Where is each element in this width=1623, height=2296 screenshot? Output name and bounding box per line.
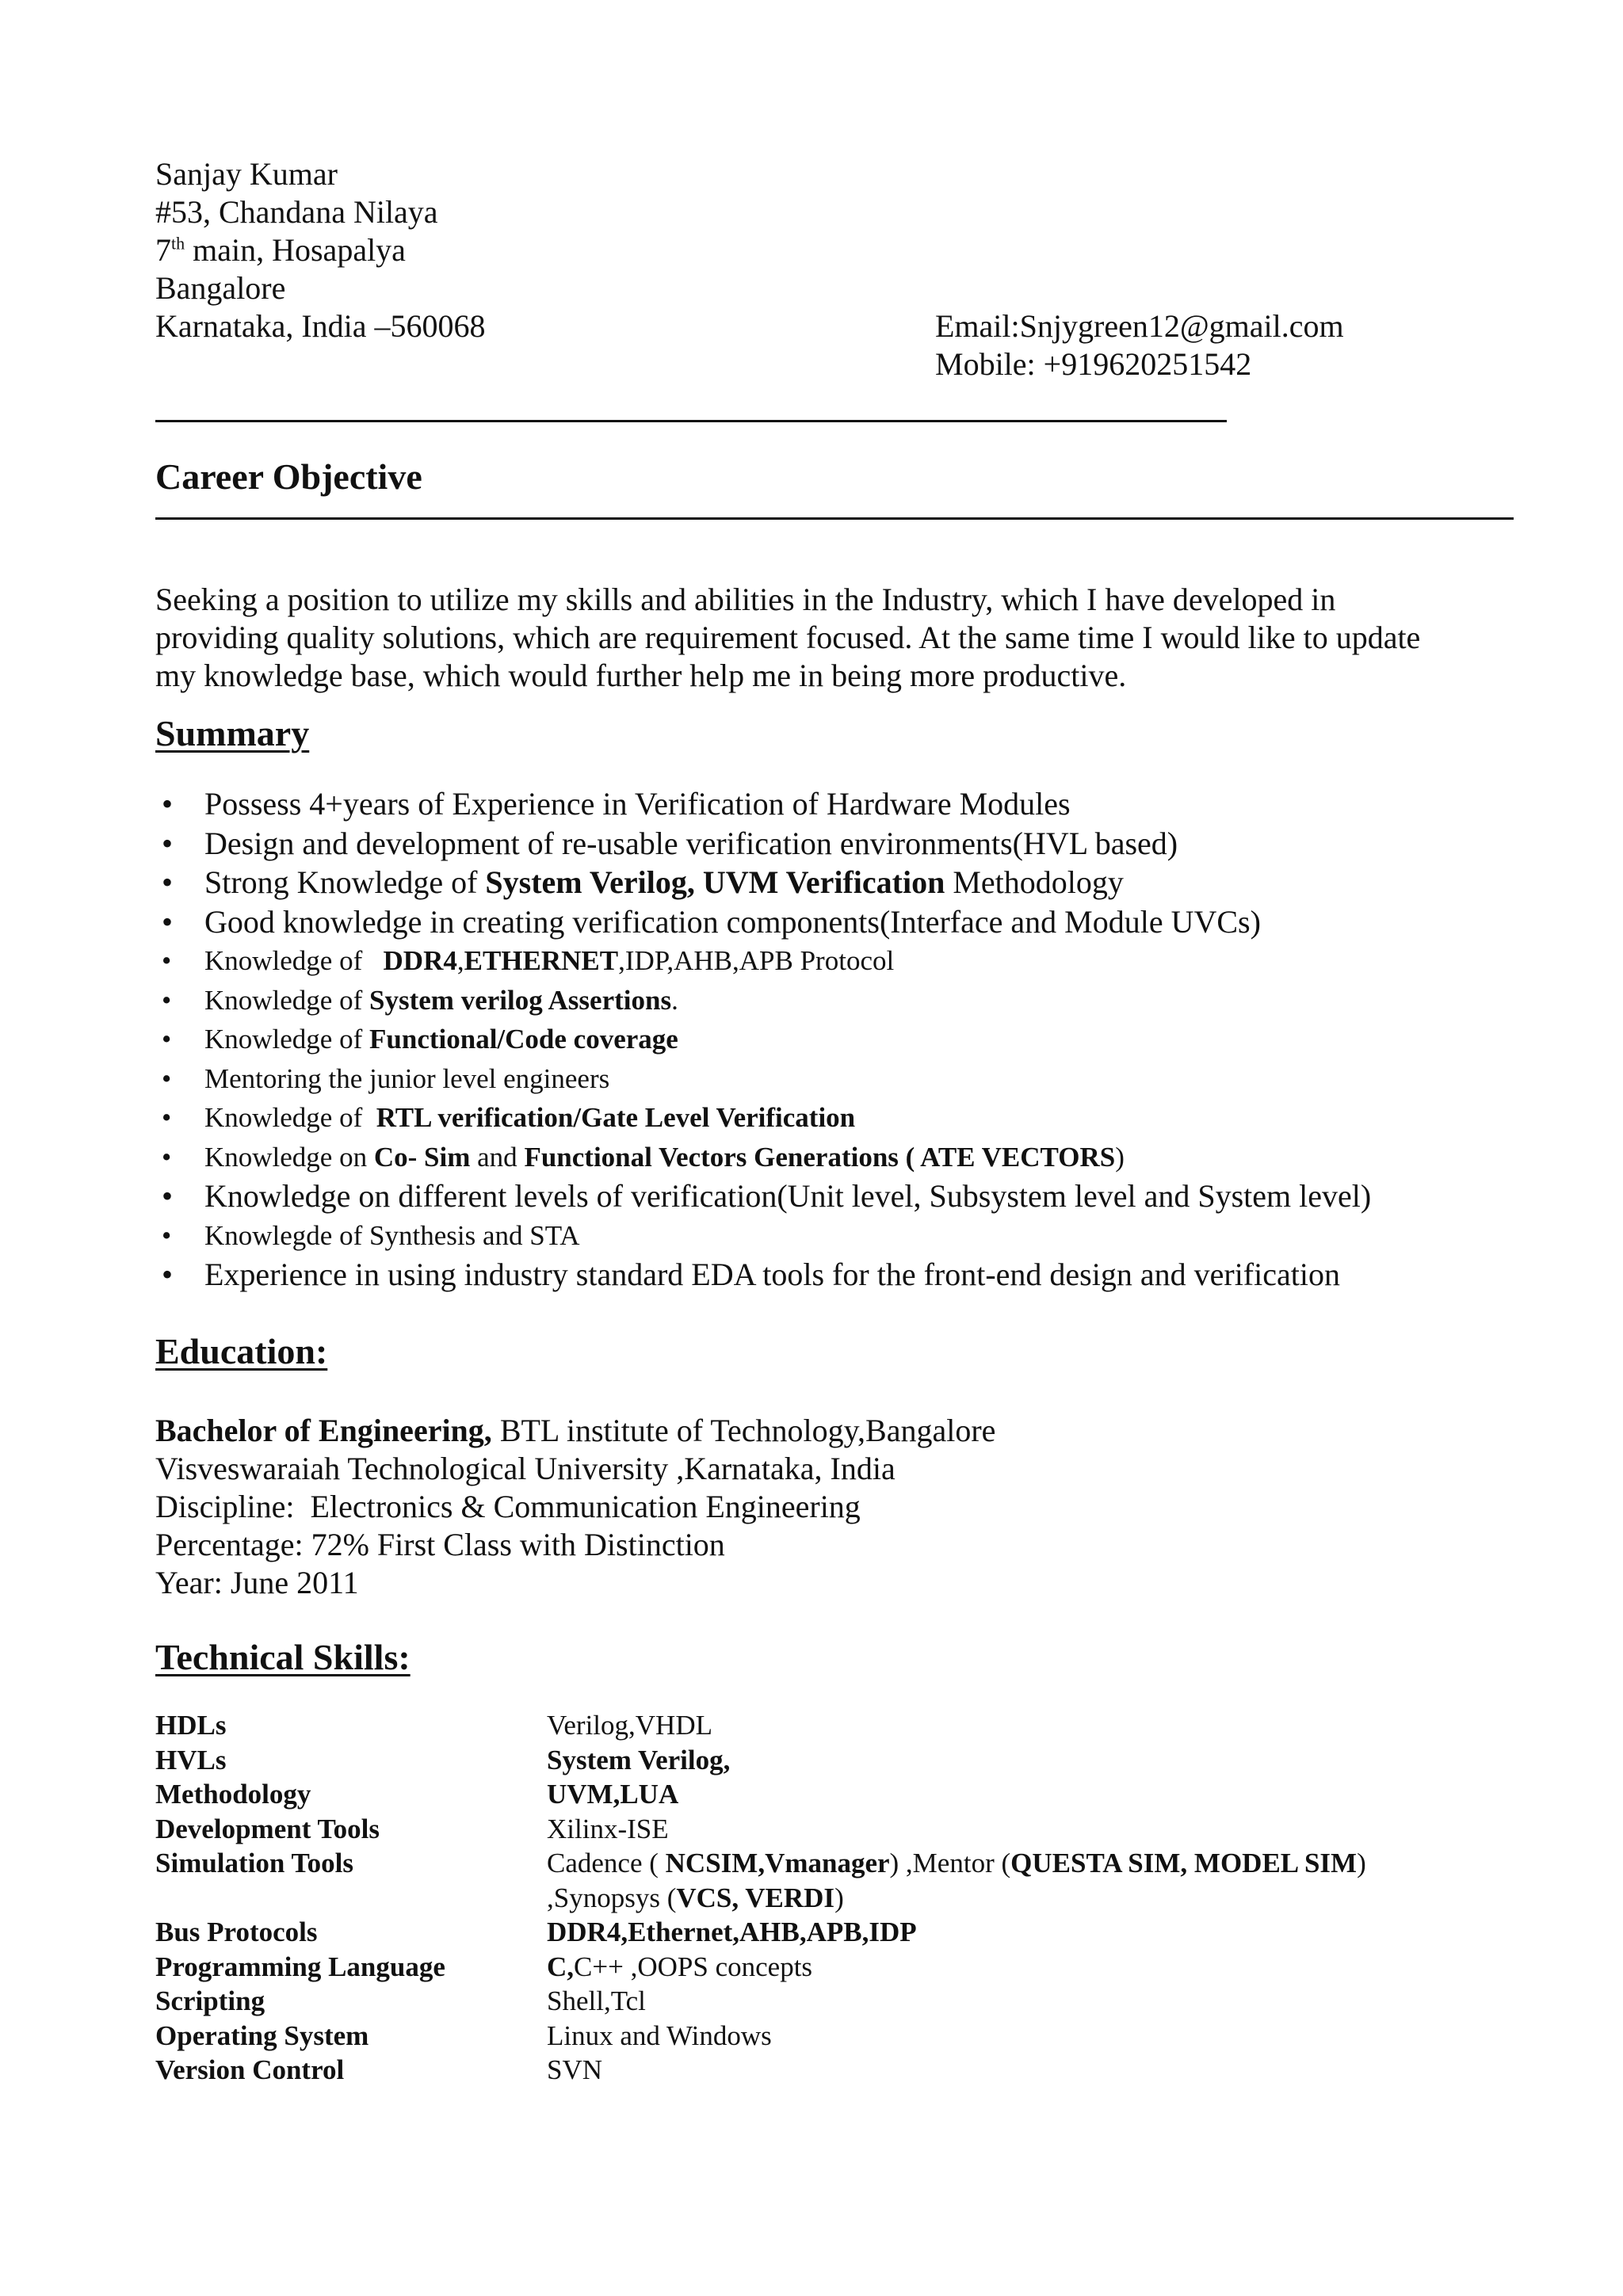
objective-line-2: providing quality solutions, which are requirement focused. At the same time I would like to update (155, 620, 1421, 655)
summary-heading: Summary (155, 713, 310, 753)
technical-skills-heading: Technical Skills: (155, 1637, 411, 1677)
summary-list (155, 784, 1503, 1295)
education-degree: Bachelor of Engineering, BTL institute of Technology,Bangalore (155, 1413, 996, 1448)
summary-item: • Strong Knowledge of System Verilog, UVM Verification Methodology (162, 864, 1124, 900)
skills-table (155, 1708, 1503, 2088)
skill-label: Version Control (155, 2054, 345, 2085)
skill-label: Simulation Tools (155, 1848, 353, 1878)
education-university: Visveswaraiah Technological University ,Karnataka, India (155, 1451, 896, 1486)
summary-item: • Mentoring the junior level engineers (162, 1062, 610, 1094)
contact-name: Sanjay Kumar (155, 156, 338, 192)
skill-value: Verilog,VHDL (547, 1710, 712, 1741)
contact-state: Karnataka, India –560068 (155, 308, 486, 344)
summary-item: • Knowlegde of Synthesis and STA (162, 1219, 580, 1251)
summary-item: • Knowledge of RTL verification/Gate Level Verification (162, 1102, 856, 1133)
summary-item: • Possess 4+years of Experience in Verification of Hardware Modules (162, 786, 1071, 822)
skill-label: Development Tools (155, 1813, 380, 1844)
skill-row-version-control (155, 2053, 1503, 2088)
skill-value: System Verilog, (547, 1744, 731, 1775)
objective-line-1: Seeking a position to utilize my skills and abilities in the Industry, which I have developed in (155, 582, 1336, 617)
summary-item: • Knowledge of DDR4,ETHERNET,IDP,AHB,APB Protocol (162, 945, 895, 976)
skill-label: HVLs (155, 1744, 227, 1775)
education-discipline: Discipline: Electronics & Communication Engineering (155, 1489, 861, 1524)
skill-row-hvls (155, 1743, 1503, 1778)
contact-address-line2: 7th main, Hosapalya (155, 232, 406, 268)
skill-row-hdls (155, 1708, 1503, 1743)
skill-value: Linux and Windows (547, 2019, 772, 2051)
skill-row-bus-protocols (155, 1915, 1503, 1950)
skill-row-scripting (155, 1984, 1503, 2019)
skill-value: SVN (547, 2054, 603, 2085)
skill-row-methodology (155, 1777, 1503, 1812)
objective-divider (155, 517, 1514, 520)
contact-city: Bangalore (155, 270, 286, 306)
summary-item: • Experience in using industry standard EDA tools for the front-end design and verification (162, 1257, 1340, 1292)
skill-label: Bus Protocols (155, 1917, 318, 1947)
summary-item: • Good knowledge in creating verification components(Interface and Module UVCs) (162, 903, 1261, 940)
education-heading: Education: (155, 1331, 328, 1371)
skill-row-operating-system (155, 2019, 1503, 2054)
contact-divider (155, 420, 1227, 422)
summary-item: • Design and development of re-usable verification environments(HVL based) (162, 825, 1178, 861)
summary-item: • Knowledge on Co- Sim and Functional Vectors Generations ( ATE VECTORS) (162, 1141, 1125, 1173)
skill-row-simulation-tools (155, 1846, 1503, 1915)
skill-value: C,C++ ,OOPS concepts (547, 1951, 813, 1982)
skill-value: DDR4,Ethernet,AHB,APB,IDP (547, 1917, 917, 1947)
education-year: Year: June 2011 (155, 1565, 359, 1600)
skill-value: UVM,LUA (547, 1779, 679, 1810)
skill-label: Methodology (155, 1779, 311, 1810)
skill-value: Xilinx-ISE (547, 1813, 669, 1844)
objective-line-3: my knowledge base, which would further help me in being more productive. (155, 658, 1127, 693)
career-objective-heading: Career Objective (155, 456, 422, 497)
summary-item: • Knowledge of Functional/Code coverage (162, 1024, 678, 1055)
skill-label: Scripting (155, 1985, 265, 2016)
summary-item: • Knowledge on different levels of verification(Unit level, Subsystem level and System level) (162, 1178, 1372, 1214)
skill-row-programming-language (155, 1950, 1503, 1985)
skill-label: Programming Language (155, 1951, 445, 1982)
contact-mobile: Mobile: +919620251542 (935, 346, 1252, 382)
summary-item: • Knowledge of System verilog Assertions. (162, 984, 678, 1016)
skill-label: HDLs (155, 1710, 227, 1741)
skill-value: Shell,Tcl (547, 1985, 646, 2016)
contact-address-line1: #53, Chandana Nilaya (155, 194, 438, 230)
skill-row-development-tools (155, 1812, 1503, 1847)
education-percentage: Percentage: 72% First Class with Distinction (155, 1527, 725, 1562)
contact-email[interactable]: Email:Snjygreen12@gmail.com (935, 308, 1344, 344)
skill-value: Cadence ( NCSIM,Vmanager) ,Mentor (QUESTA SIM, MODEL SIM) ,Synopsys (VCS, VERDI) (547, 1848, 1366, 1913)
skill-label: Operating System (155, 2019, 369, 2051)
